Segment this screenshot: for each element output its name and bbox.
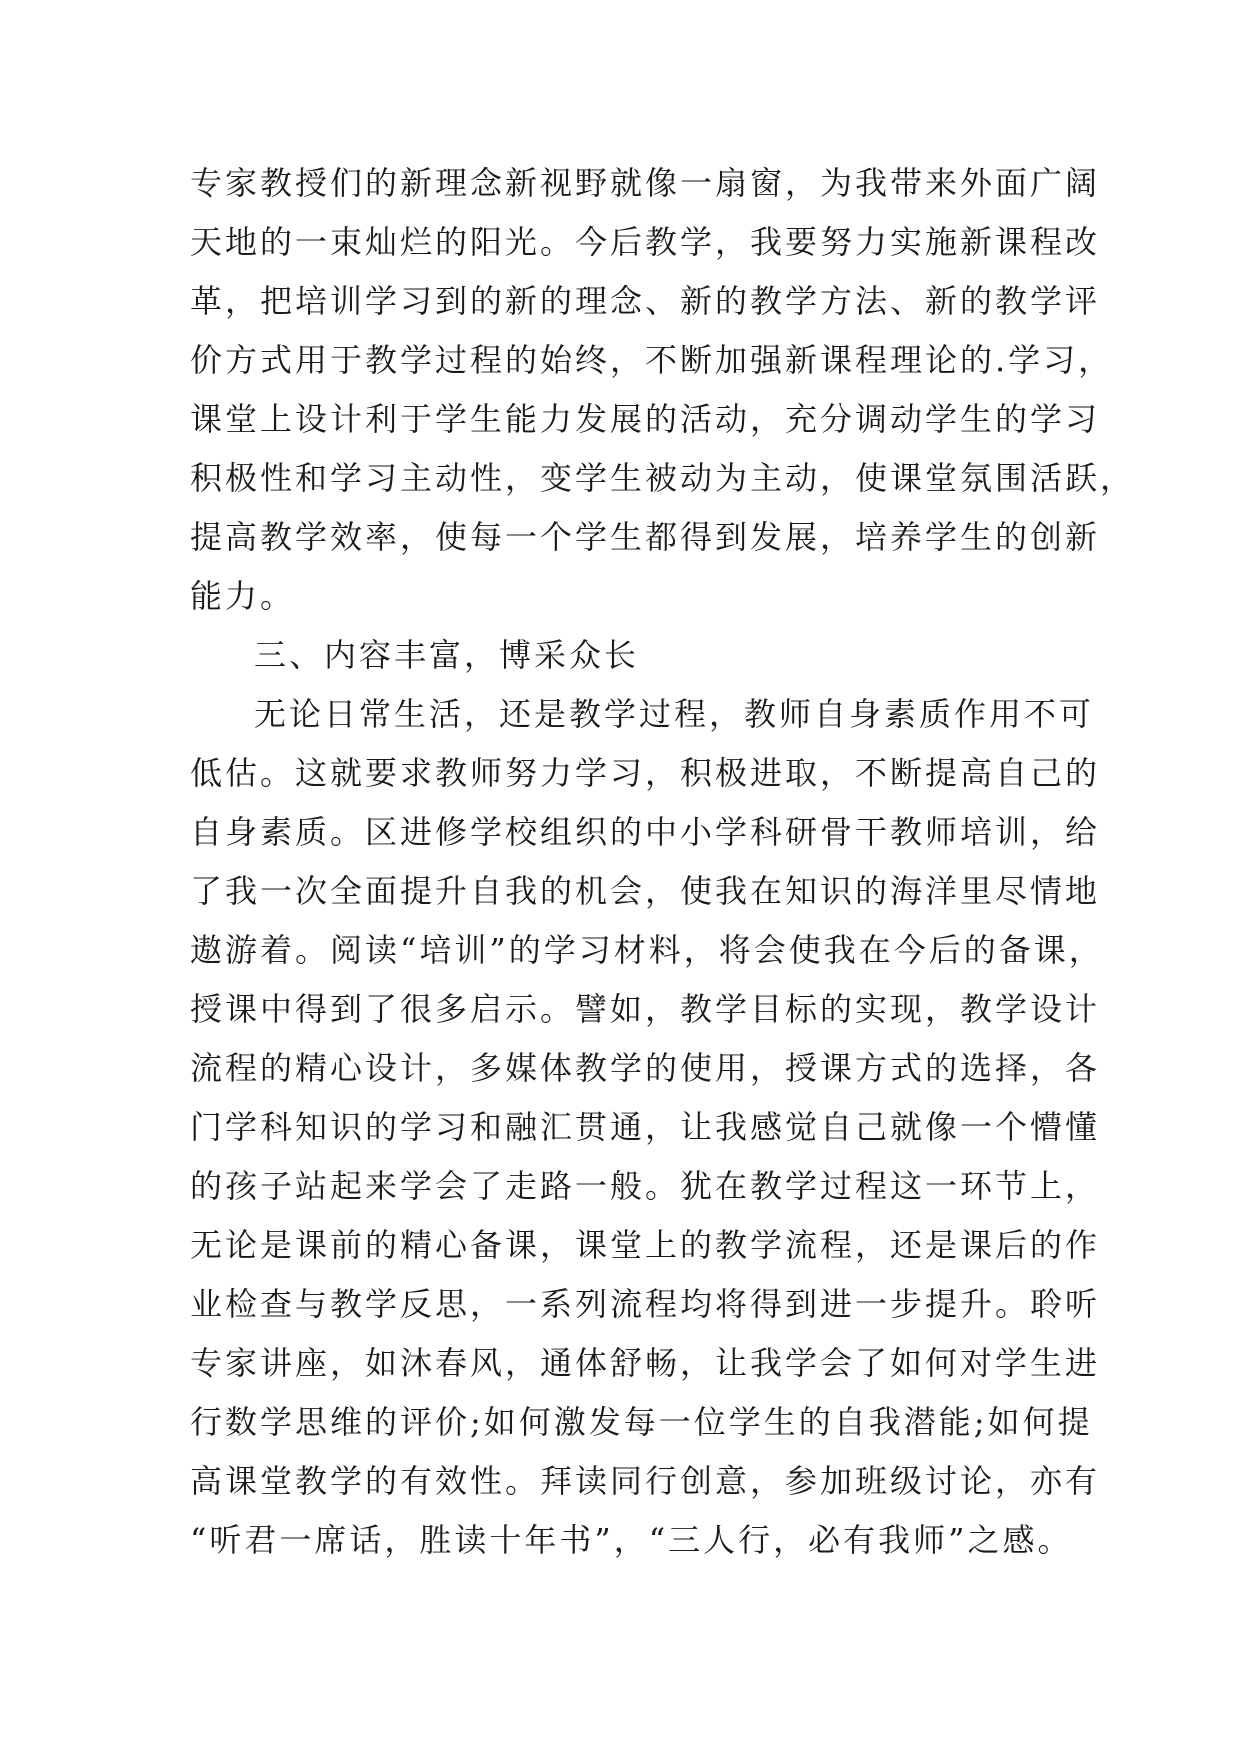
document-body xyxy=(190,154,1136,1570)
text-line: 授课中得到了很多启示。譬如，教学目标的实现，教学设计 xyxy=(190,990,1101,1028)
text-line: 天地的一束灿烂的阳光。今后教学，我要努力实施新课程改 xyxy=(190,223,1101,261)
text-line: 了我一次全面提升自我的机会，使我在知识的海洋里尽情地 xyxy=(190,872,1101,910)
section-heading: 三、内容丰富，博采众长 xyxy=(254,636,640,674)
text-line: 革，把培训学习到的新的理念、新的教学方法、新的教学评 xyxy=(190,282,1101,320)
text-line: 高课堂教学的有效性。拜读同行创意，参加班级讨论，亦有 xyxy=(190,1462,1101,1500)
text-line: 无论是课前的精心备课，课堂上的教学流程，还是课后的作 xyxy=(190,1226,1101,1264)
text-line: “听君一席话，胜读十年书”，“三人行，必有我师”之感。 xyxy=(190,1521,1073,1559)
paragraph-first-line: 无论日常生活，还是教学过程，教师自身素质作用不可 xyxy=(254,695,1095,733)
text-line: 流程的精心设计，多媒体教学的使用，授课方式的选择，各 xyxy=(190,1049,1101,1087)
text-line: 低估。这就要求教师努力学习，积极进取，不断提高自己的 xyxy=(190,754,1101,792)
text-line: 门学科知识的学习和融汇贯通，让我感觉自己就像一个懵懂 xyxy=(190,1108,1101,1146)
text-line: 能力。 xyxy=(190,577,296,615)
text-line: 价方式用于教学过程的始终，不断加强新课程理论的.学习， xyxy=(190,341,1114,379)
text-line: 行数学思维的评价;如何激发每一位学生的自我潜能;如何提 xyxy=(190,1403,1093,1441)
text-line: 遨游着。阅读“培训”的学习材料，将会使我在今后的备课， xyxy=(190,931,1104,969)
text-line: 的孩子站起来学会了走路一般。犹在教学过程这一环节上， xyxy=(190,1167,1101,1205)
text-line: 业检查与教学反思，一系列流程均将得到进一步提升。聆听 xyxy=(190,1285,1101,1323)
text-line: 专家教授们的新理念新视野就像一扇窗，为我带来外面广阔 xyxy=(190,164,1101,202)
text-line: 专家讲座，如沐春风，通体舒畅，让我学会了如何对学生进 xyxy=(190,1344,1101,1382)
text-line: 积极性和学习主动性，变学生被动为主动，使课堂氛围活跃， xyxy=(190,459,1136,497)
text-line: 课堂上设计利于学生能力发展的活动，充分调动学生的学习 xyxy=(190,400,1101,438)
text-line: 提高教学效率，使每一个学生都得到发展，培养学生的创新 xyxy=(190,518,1101,556)
text-line: 自身素质。区进修学校组织的中小学科研骨干教师培训，给 xyxy=(190,813,1101,851)
